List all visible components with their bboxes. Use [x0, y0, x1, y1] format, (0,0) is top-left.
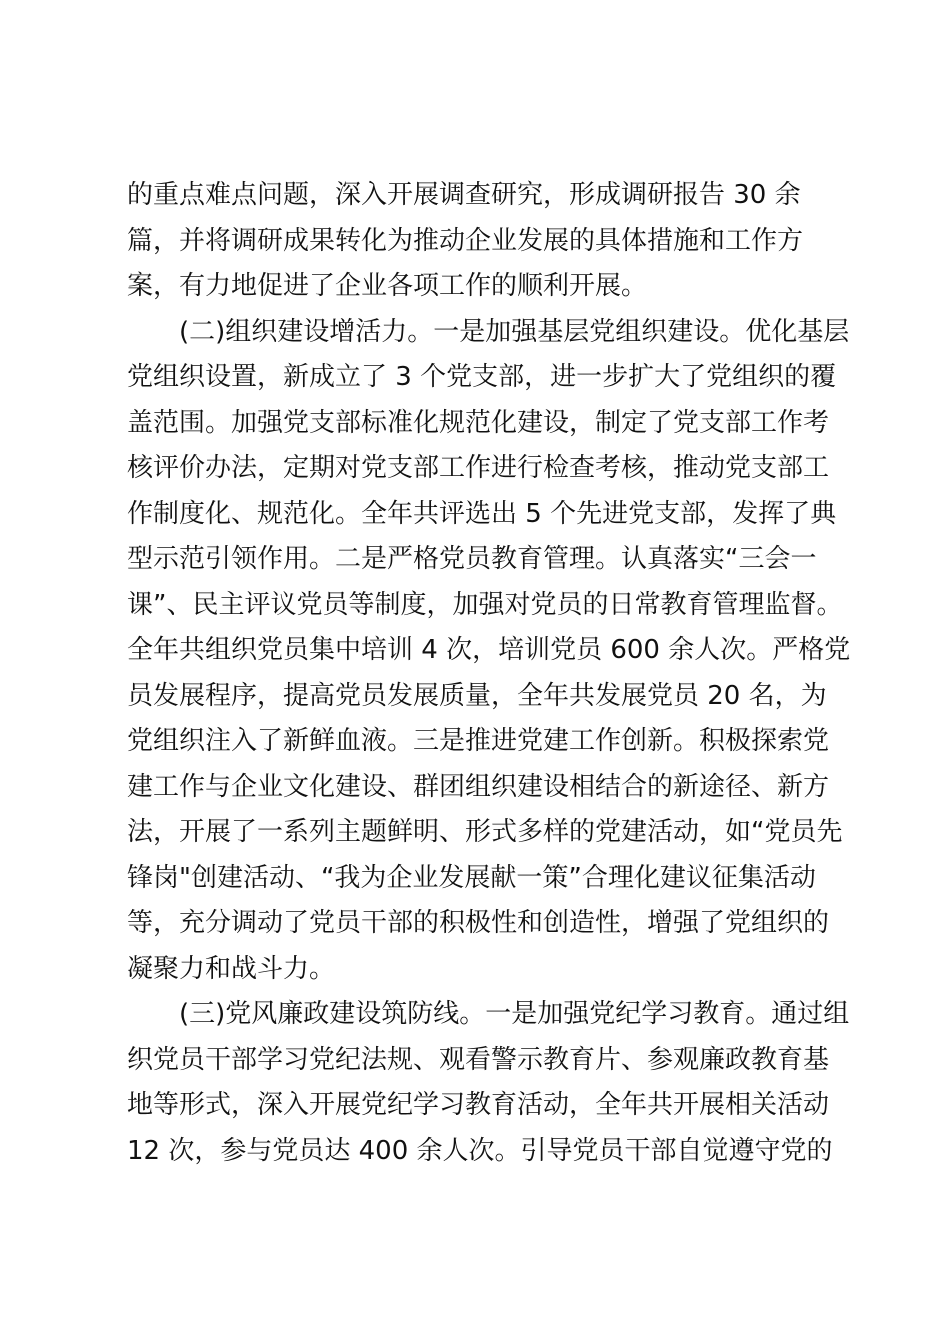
- text-line: 型示范引领作用。二是严格党员教育管理。认真落实“三会一: [127, 544, 817, 574]
- text-line: 全年共组织党员集中培训 4 次，培训党员 600 余人次。严格党: [127, 635, 851, 665]
- section-heading-line: (二)组织建设增活力。一是加强基层党组织建设。优化基层: [179, 316, 850, 347]
- text-line: 课”、民主评议党员等制度，加强对党员的日常教育管理监督。: [127, 589, 843, 620]
- text-line: 等，充分调动了党员干部的积极性和创造性，增强了党组织的: [127, 908, 830, 938]
- text-line: 篇，并将调研成果转化为推动企业发展的具体措施和工作方: [127, 225, 804, 256]
- text-line: 12 次，参与党员达 400 余人次。引导党员干部自觉遵守党的: [127, 1135, 833, 1166]
- text-line: 案，有力地促进了企业各项工作的顺利开展。: [127, 271, 648, 301]
- text-line: 党组织注入了新鲜血液。三是推进党建工作创新。积极探索党: [127, 726, 830, 756]
- text-line: 的重点难点问题，深入开展调查研究，形成调研报告 30 余: [127, 180, 801, 210]
- section-heading-line: (三)党风廉政建设筑防线。一是加强党纪学习教育。通过组: [179, 999, 850, 1029]
- text-line: 法，开展了一系列主题鲜明、形式多样的党建活动，如“党员先: [127, 817, 843, 847]
- text-line: 地等形式，深入开展党纪学习教育活动，全年共开展相关活动: [127, 1090, 830, 1120]
- text-line: 凝聚力和战斗力。: [127, 953, 336, 984]
- body-text: [127, 173, 851, 1174]
- text-line: 员发展程序，提高党员发展质量，全年共发展党员 20 名，为: [127, 680, 827, 711]
- text-line: 作制度化、规范化。全年共评选出 5 个先进党支部，发挥了典: [127, 498, 837, 529]
- text-line: 织党员干部学习党纪法规、观看警示教育片、参观廉政教育基: [127, 1044, 830, 1075]
- text-line: 盖范围。加强党支部标准化规范化建设，制定了党支部工作考: [127, 407, 830, 438]
- text-line: 锋岗"创建活动、“我为企业发展献一策”合理化建议征集活动: [127, 862, 816, 893]
- text-line: 建工作与企业文化建设、群团组织建设相结合的新途径、新方: [127, 771, 830, 802]
- text-line: 核评价办法，定期对党支部工作进行检查考核，推动党支部工: [127, 453, 830, 483]
- text-line: 党组织设置，新成立了 3 个党支部，进一步扩大了党组织的覆: [127, 362, 837, 392]
